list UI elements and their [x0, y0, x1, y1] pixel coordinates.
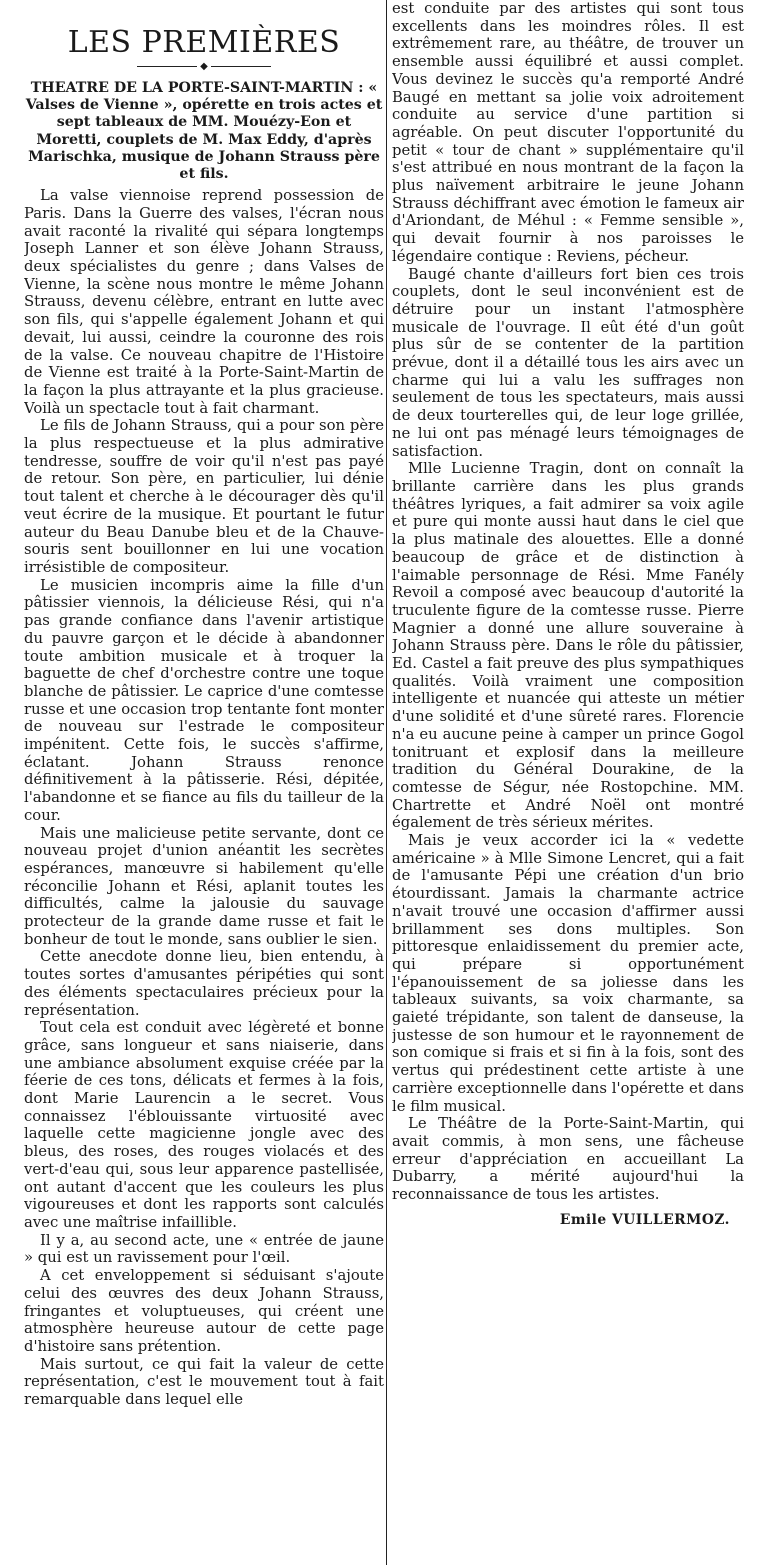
paragraph: est conduite par des artistes qui sont tous excellents dans les moindres rôles. Il est extrêmement rare, au théâtre, de trouver un ensemble aussi équilibré et aussi complet. Vous devinez le succès qu'a remporté André Baugé en mettant sa jolie voix adroitement conduite au service d'une partition si agréable. On peut discuter l'opportunité du petit « tour de chant » supplémentaire qu'il s'est attribué en nous montrant de la façon la plus naïvement arbitraire le jeune Johann Strauss déchiffrant avec émotion le fameux air d'Ariondant, de Méhul : « Femme sensible », qui devait fournir à nos paroisses le légendaire contique : Reviens, pécheur.: [392, 0, 744, 265]
paragraph: A cet enveloppement si séduisant s'ajoute celui des œuvres des deux Johann Strauss, fringantes et voluptueuses, qui créent une atmosphère heureuse autour de cette page d'histoire sans prétention.: [24, 1267, 384, 1355]
paragraph: Le musicien incompris aime la fille d'un pâtissier viennois, la délicieuse Rési, qui n'a pas grande confiance dans l'avenir artistique du pauvre garçon et le décide à abandonner toute ambition musicale et à troquer la baguette de chef d'orchestre contre une toque blanche de pâtissier. Le caprice d'une comtesse russe et une occasion trop tentante font monter de nouveau sur l'estrade le compositeur impénitent. Cette fois, le succès s'affirme, éclatant. Johann Strauss renonce définitivement à la pâtisserie. Rési, dépitée, l'abandonne et se fiance au fils du tailleur de la cour.: [24, 576, 384, 824]
paragraph: Le fils de Johann Strauss, qui a pour son père la plus respectueuse et la plus admirative tendresse, souffre de voir qu'il n'est pas payé de retour. Son père, en particulier, lui dénie tout talent et cherche à le décourager dès qu'il veut écrire de la musique. Et pourtant le futur auteur du Beau Danube bleu et de la Chauve-souris sent bouillonner en lui une vocation irrésistible de compositeur.: [24, 417, 384, 576]
author-signature: Emile VUILLERMOZ.: [559, 1211, 730, 1228]
paragraph: Mais je veux accorder ici la « vedette américaine » à Mlle Simone Lencret, qui a fait de l'amusante Pépi une création d'un brio étourdissant. Jamais la charmante actrice n'avait trouvé une occasion d'affirmer aussi brillamment ses dons multiples. Son pittoresque enlaidissement du premier acte, qui prépare si opportunément l'épanouissement de sa joliesse dans les tableaux suivants, sa voix charmante, sa gaieté trépidante, son talent de danseuse, la justesse de son humour et le rayonnement de son comique si frais et si fin à la fois, sont des vertus qui prédestinent cette artiste à une carrière exceptionnelle dans l'opérette et dans le film musical.: [392, 832, 744, 1115]
paragraph: Tout cela est conduit avec légèreté et bonne grâce, sans longueur et sans niaiserie, dans une ambiance absolument exquise créée par la féerie de ces tons, délicats et fermes à la fois, dont Marie Laurencin a le secret. Vous connaissez l'éblouissante virtuosité avec laquelle cette magicienne jongle avec des bleus, des roses, des rouges violacés et des vert-d'eau qui, sous leur apparence pastellisée, ont autant d'accent que les couleurs les plus vigoureuses et dont les rapports sont calculés avec une maîtrise infaillible.: [24, 1019, 384, 1231]
paragraph: Baugé chante d'ailleurs fort bien ces trois couplets, dont le seul inconvénient est de détruire pour un instant l'atmosphère musicale de l'ouvrage. Il eût été d'un goût plus sûr de se contenter de la partition prévue, dont il a détaillé tous les airs avec un charme qui lui a valu les suffrages non seulement de tous les spectateurs, mais aussi de deux tourterelles qui, de leur loge grillée, ne lui ont pas ménagé leurs témoignages de satisfaction.: [392, 265, 744, 460]
paragraph: Il y a, au second acte, une « entrée de jaune » qui est un ravissement pour l'œil.: [24, 1231, 384, 1267]
title-ornament: ◆: [24, 60, 384, 74]
paragraph: Le Théâtre de la Porte-Saint-Martin, qui avait commis, à mon sens, une fâcheuse erreur d'appréciation en accueillant La Dubarry, a mérité aujourd'hui la reconnaissance de tous les artistes.: [392, 1115, 744, 1204]
paragraph: Mais surtout, ce qui fait la valeur de cette représentation, c'est le mouvement tout à fait remarquable dans lequel elle: [24, 1355, 384, 1409]
paragraph: Mais une malicieuse petite servante, dont ce nouveau projet d'union anéantit les secrètes espérances, manœuvre si habilement qu'elle réconcilie Johann et Rési, aplanit toutes les difficultés, calme la jalousie du sauvage protecteur de la grande dame russe et fait le bonheur de tout le monde, sans oublier le sien.: [24, 824, 384, 948]
paragraph: Cette anecdote donne lieu, bien entendu, à toutes sortes d'amusantes péripéties qui sont des éléments spectaculaires précieux pour la représentation.: [24, 948, 384, 1019]
right-column: [392, 0, 744, 1565]
left-column: [24, 0, 384, 1565]
article-title: LES PREMIÈRES: [67, 25, 341, 60]
article-headline: THEATRE DE LA PORTE-SAINT-MARTIN : « Valses de Vienne », opérette en trois actes et sept tableaux de MM. Mouézy-Eon et Moretti, couplets de M. Max Eddy, d'après Marischka, musique de Johann Strauss père et fils.: [25, 80, 383, 183]
paragraph: La valse viennoise reprend possession de Paris. Dans la Guerre des valses, l'écran nous avait raconté la rivalité qui sépara longtemps Joseph Lanner et son élève Johann Strauss, deux spécialistes du genre ; dans Valses de Vienne, la scène nous montre le même Johann Strauss, devenu célèbre, entrant en lutte avec son fils, qui s'appelle également Johann et qui devait, lui aussi, ceindre la couronne des rois de la valse. Ce nouveau chapitre de l'Histoire de Vienne est traité à la Porte-Saint-Martin de la façon la plus attrayante et la plus gracieuse. Voilà un spectacle tout à fait charmant.: [24, 187, 384, 417]
paragraph: Mlle Lucienne Tragin, dont on connaît la brillante carrière dans les plus grands théâtres lyriques, a fait admirer sa voix agile et pure qui monte aussi haut dans le ciel que la plus matinale des alouettes. Elle a donné beaucoup de grâce et de distinction à l'aimable personnage de Rési. Mme Fanély Revoil a composé avec beaucoup d'autorité la truculente figure de la comtesse russe. Pierre Magnier a donné une allure souveraine à Johann Strauss père. Dans le rôle du pâtissier, Ed. Castel a fait preuve des plus sympathiques qualités. Voilà vraiment une composition intelligente et nuancée qui atteste un métier d'une solidité et d'une sûreté rares. Florencie n'a eu aucune peine à camper un prince Gogol tonitruant et explosif dans la meilleure tradition du Général Dourakine, de la comtesse de Ségur, née Rostopchine. MM. Chartrette et André Noël ont montré également de très sérieux mérites.: [392, 460, 744, 832]
column-rule: [386, 0, 387, 1565]
